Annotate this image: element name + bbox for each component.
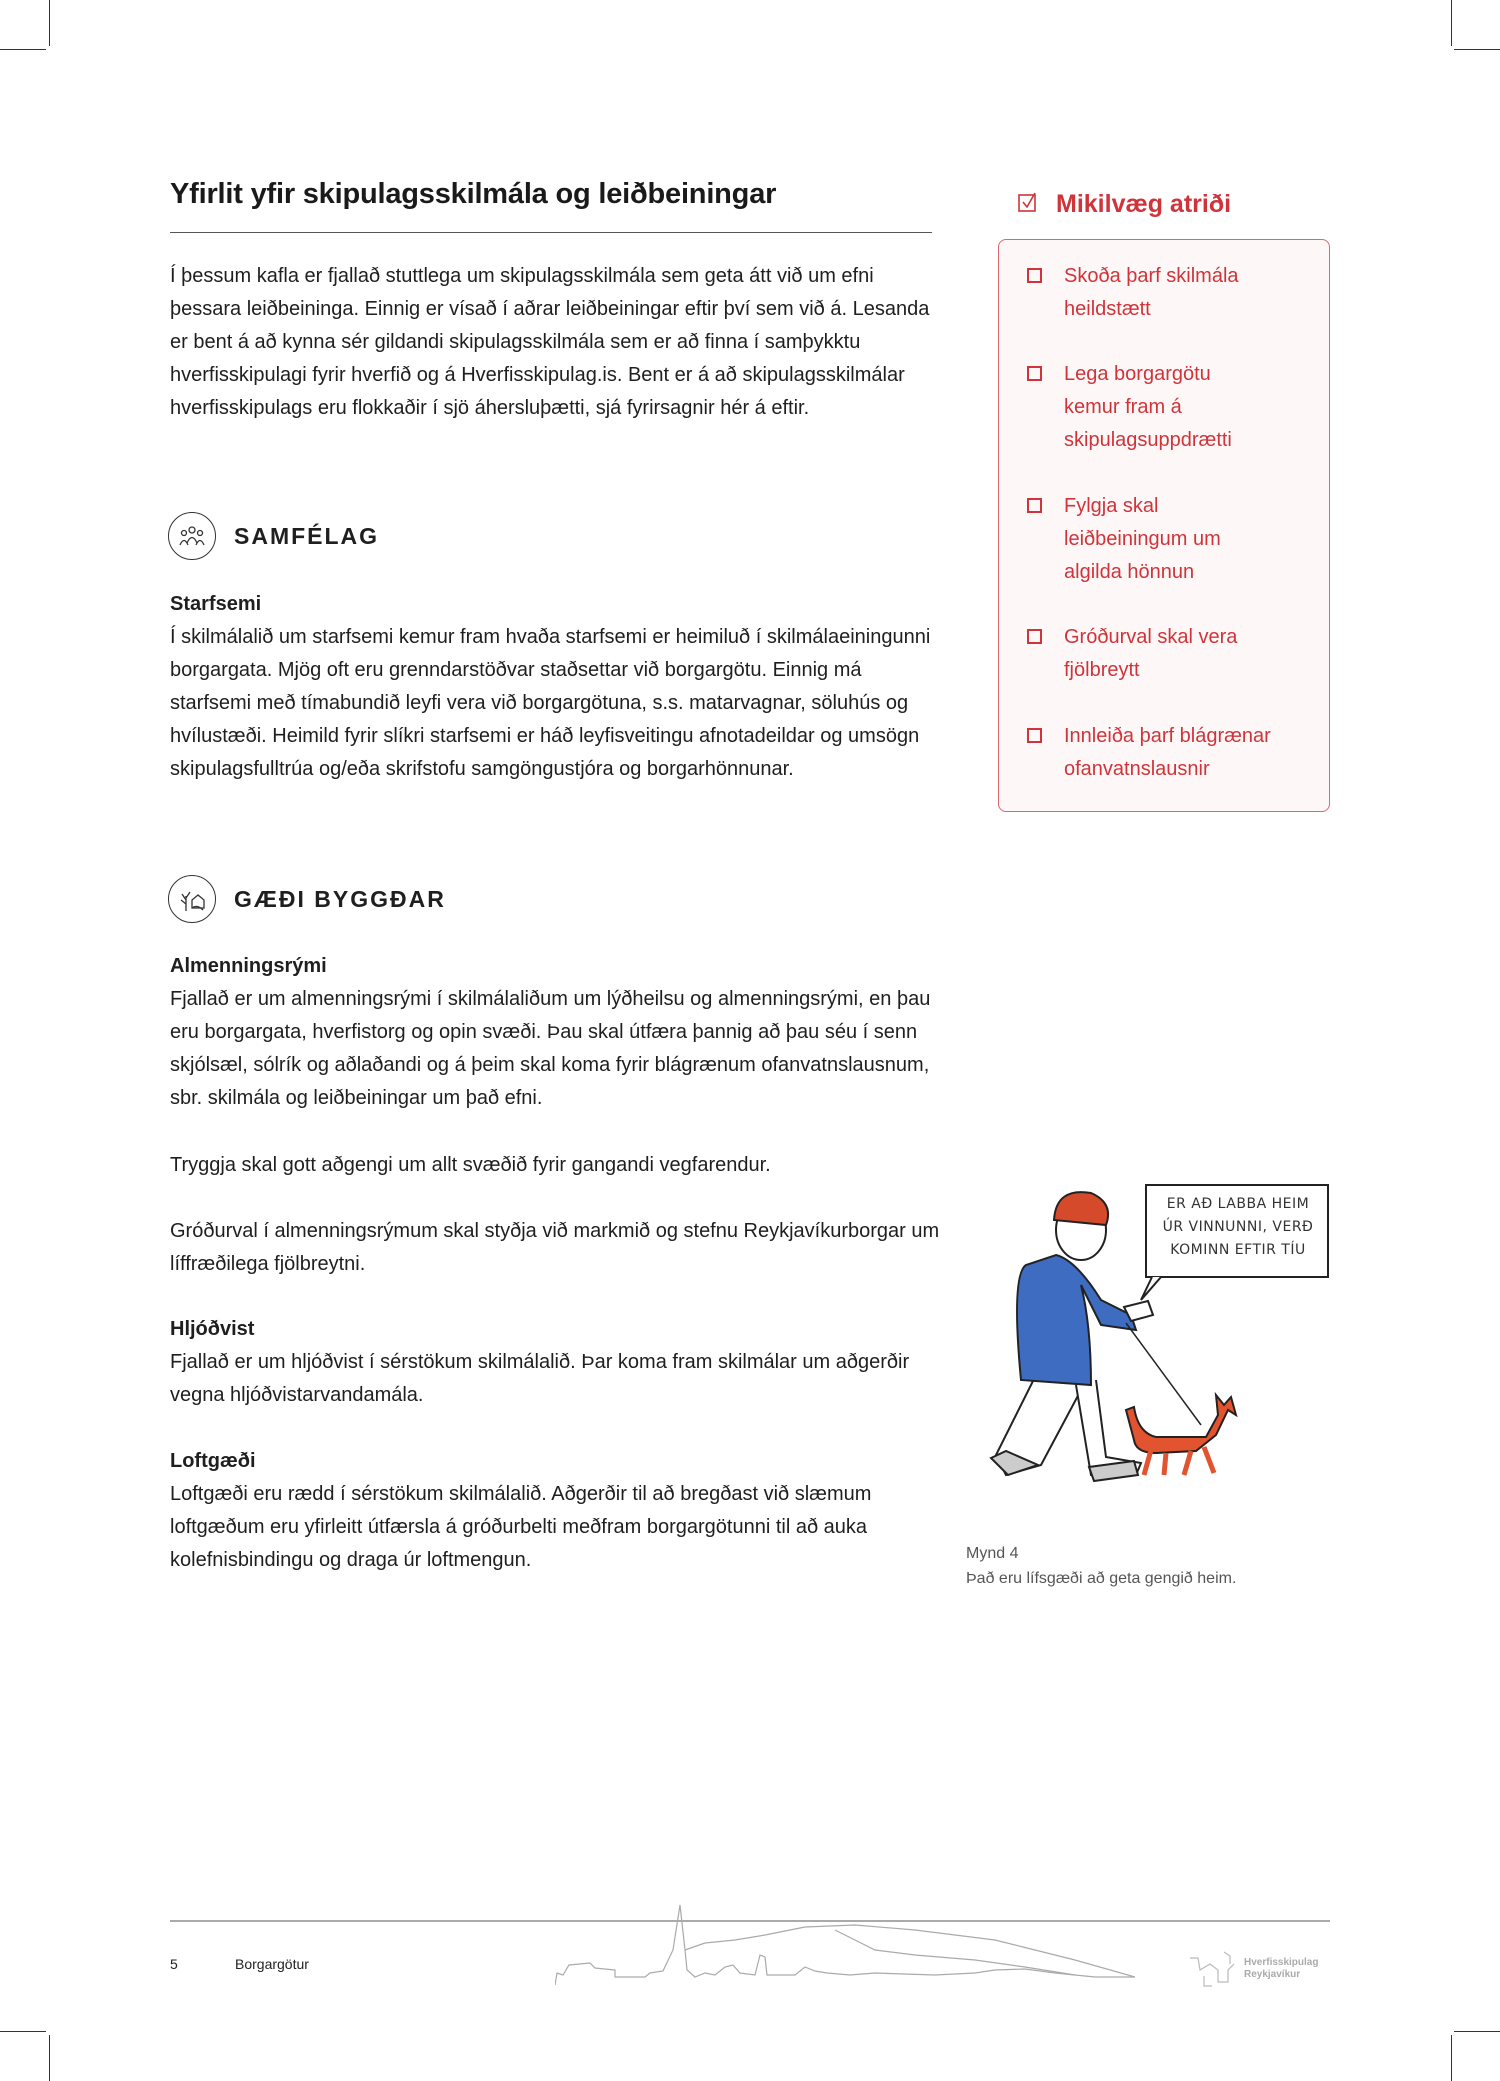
- key-points-title: Mikilvæg atriði: [1056, 190, 1232, 218]
- key-point-text: Lega borgargötu kemur fram á skipulagsuppdrætti: [1064, 363, 1232, 451]
- section-title: SAMFÉLAG: [234, 522, 380, 549]
- people-group-icon: [168, 512, 216, 560]
- crop-mark: [0, 2031, 46, 2032]
- crop-mark: [0, 49, 46, 50]
- subheading: Almenningsrými: [170, 955, 327, 977]
- checkbox-icon: [1027, 498, 1042, 513]
- section-header-samfelag: [168, 512, 379, 560]
- body-text: Loftgæði eru rædd í sérstökum skilmálalið. Aðgerðir til að bregðast við slæmum loftgæðum eru yfirleitt útfærsla á gróðurbelti meðfram borgargötunni til að auka kolefnisbindingu og draga úr loftmengun.: [170, 1483, 872, 1571]
- checkbox-icon: [1027, 366, 1042, 381]
- logo-text: Hverfisskipulag: [1244, 1957, 1319, 1968]
- crop-mark: [1454, 49, 1500, 50]
- logo-text: Reykjavíkur: [1244, 1969, 1301, 1980]
- text-block: [170, 1313, 940, 1412]
- key-point-text: Innleiða þarf blágrænar ofanvatnslausnir: [1064, 725, 1271, 780]
- intro-paragraph: Í þessum kafla er fjallað stuttlega um skipulagsskilmála sem geta átt við um efni þessara leiðbeininga. Einnig er vísað í aðrar leiðbeiningar eftir því sem við á. Lesanda er bent á að kynna sér gildandi skipulagsskilmála sem er að finna í samþykktu hverfisskipulagi fyrir hverfið og á Hverfisskipulag.is. Bent er á að skipulagsskilmálar hverfisskipulags eru flokkaðir í sjö áhersluþætti, sjá fyrirsagnir hér á eftir.: [170, 265, 930, 419]
- key-point-item: [1027, 358, 1257, 457]
- key-point-text: Gróðurval skal vera fjölbreytt: [1064, 626, 1238, 681]
- body-text: Gróðurval í almenningsrýmum skal styðja við markmið og stefnu Reykjavíkurborgar um líffræðilega fjölbreytni.: [170, 1220, 940, 1275]
- crop-mark: [49, 2035, 50, 2081]
- page-title: Yfirlit yfir skipulagsskilmála og leiðbeiningar: [170, 178, 777, 210]
- key-points-header: [1018, 190, 1231, 219]
- crop-mark: [1451, 0, 1452, 46]
- section-title: GÆÐI BYGGÐAR: [234, 885, 446, 912]
- hverfisskipulag-logo: [1188, 1950, 1318, 1988]
- crop-mark: [1454, 2031, 1500, 2032]
- figure-caption: Það eru lífsgæði að geta gengið heim.: [966, 1570, 1237, 1587]
- title-divider: [170, 232, 932, 233]
- key-point-item: [1027, 260, 1287, 326]
- body-text: Fjallað er um hljóðvist í sérstökum skilmálalið. Þar koma fram skilmálar um aðgerðir vegna hljóðvistarvandamála.: [170, 1351, 910, 1406]
- section-header-gaedi-byggdar: [168, 875, 446, 923]
- text-block: [170, 588, 940, 786]
- key-point-item: [1027, 621, 1287, 687]
- checked-box-icon: [1018, 190, 1038, 219]
- speech-bubble-text: ER AÐ LABBA HEIM ÚR VINNUNNI, VERÐ KOMINN EFTIR TÍU: [1162, 1196, 1314, 1258]
- logo-mark-icon: [1188, 1950, 1240, 1988]
- key-points-box: [998, 239, 1330, 812]
- subheading: Starfsemi: [170, 593, 262, 615]
- key-point-text: Fylgja skal leiðbeiningum um algilda hönnun: [1064, 495, 1221, 583]
- checkbox-icon: [1027, 268, 1042, 283]
- walking-man-with-dog-illustration: [966, 1175, 1336, 1515]
- crop-mark: [49, 0, 50, 46]
- subheading: Loftgæði: [170, 1450, 256, 1472]
- checkbox-icon: [1027, 629, 1042, 644]
- body-text: Í skilmálalið um starfsemi kemur fram hvaða starfsemi er heimiluð í skilmálaeiningunni borgargata. Mjög oft eru grenndarstöðvar staðsettar við borgargötu. Einnig má starfsemi með tímabundið leyfi vera við borgargötuna, s.s. matarvagnar, söluhús og hvílustæði. Heimild fyrir slíkri starfsemi er háð leyfisveitingu afnotadeildar og umsögn skipulagsfulltrúa og/eða skrifstofu samgöngustjóra og borgarhönnunar.: [170, 626, 931, 780]
- key-point-item: [1027, 720, 1317, 786]
- crop-mark: [1451, 2035, 1452, 2081]
- subheading: Hljóðvist: [170, 1318, 255, 1340]
- page-number: 5: [170, 1956, 178, 1972]
- text-block: [170, 950, 940, 1115]
- figure-number: Mynd 4: [966, 1545, 1019, 1562]
- document-name: Borgargötur: [235, 1956, 309, 1972]
- city-skyline-graphic: [555, 1895, 1135, 1990]
- text-block: [170, 1445, 940, 1577]
- key-point-item: [1027, 490, 1247, 589]
- body-text: Tryggja skal gott aðgengi um allt svæðið fyrir gangandi vegfarendur.: [170, 1154, 771, 1176]
- key-point-text: Skoða þarf skilmála heildstætt: [1064, 265, 1239, 320]
- tree-house-icon: [168, 875, 216, 923]
- checkbox-icon: [1027, 728, 1042, 743]
- body-text: Fjallað er um almenningsrými í skilmálaliðum um lýðheilsu og almenningsrými, en þau eru borgargata, hverfistorg og opin svæði. Þau skal útfæra þannig að þau séu í senn skjólsæl, sólrík og aðlaðandi og á þeim skal koma fyrir blágrænum ofanvatnslausnum, sbr. skilmála og leiðbeiningar um það efni.: [170, 988, 931, 1109]
